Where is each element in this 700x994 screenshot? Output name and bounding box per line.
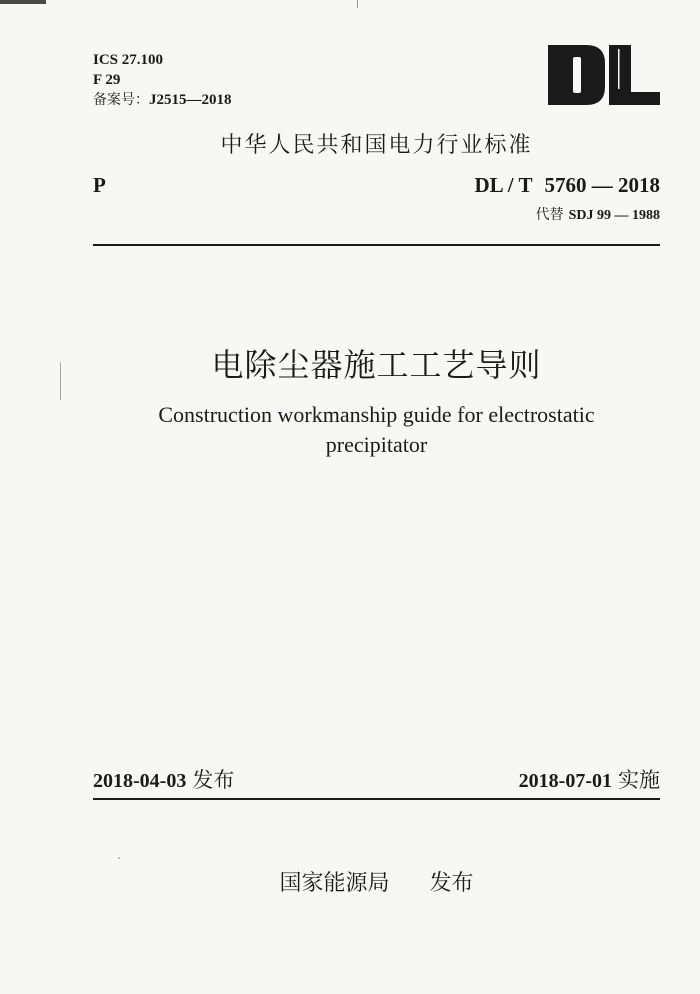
- standard-number-value: 5760 — 2018: [544, 173, 660, 197]
- classification-block: [93, 50, 232, 110]
- standard-type-heading: 中华人民共和国电力行业标准: [220, 133, 533, 158]
- implementation-date-label: 实施: [618, 768, 660, 792]
- scan-artifact-tick: [357, 0, 358, 8]
- issuer-label: 发布: [429, 871, 474, 896]
- issue-date-label: 发布: [192, 768, 235, 792]
- scan-artifact-margin-mark: [60, 362, 61, 400]
- dl-logo: [548, 45, 660, 105]
- footer-divider: [93, 798, 660, 800]
- standard-number-prefix: DL / T: [474, 173, 533, 197]
- document-title-chinese: 电除尘器施工工艺导则: [211, 346, 542, 384]
- record-number: [93, 90, 232, 110]
- implementation-date: [519, 764, 660, 794]
- scan-artifact-bar: [0, 0, 46, 4]
- header-divider: [93, 244, 660, 246]
- issue-date-value: 2018-04-03: [93, 770, 187, 792]
- standard-number: [475, 173, 660, 198]
- standard-category: P: [93, 173, 106, 197]
- implementation-date-value: 2018-07-01: [518, 770, 612, 792]
- record-label: 备案号：: [93, 92, 149, 108]
- english-title-line-2: precipitator: [325, 432, 428, 457]
- issue-date: [93, 764, 234, 794]
- replaces-label: 代替: [535, 207, 564, 223]
- ics-code: ICS 27.100: [93, 52, 164, 68]
- document-title-english: [93, 400, 660, 460]
- scan-artifact-speck: [118, 857, 120, 859]
- english-title-line-1: Construction workmanship guide for electrostatic: [158, 402, 595, 427]
- issuer-name: 国家能源局: [279, 871, 390, 896]
- ccs-code: F 29: [93, 72, 121, 88]
- record-value: J2515—2018: [149, 92, 232, 108]
- replaces-value: SDJ 99 — 1988: [568, 208, 660, 223]
- issuing-authority: [93, 866, 660, 897]
- replaces-standard: [536, 204, 660, 224]
